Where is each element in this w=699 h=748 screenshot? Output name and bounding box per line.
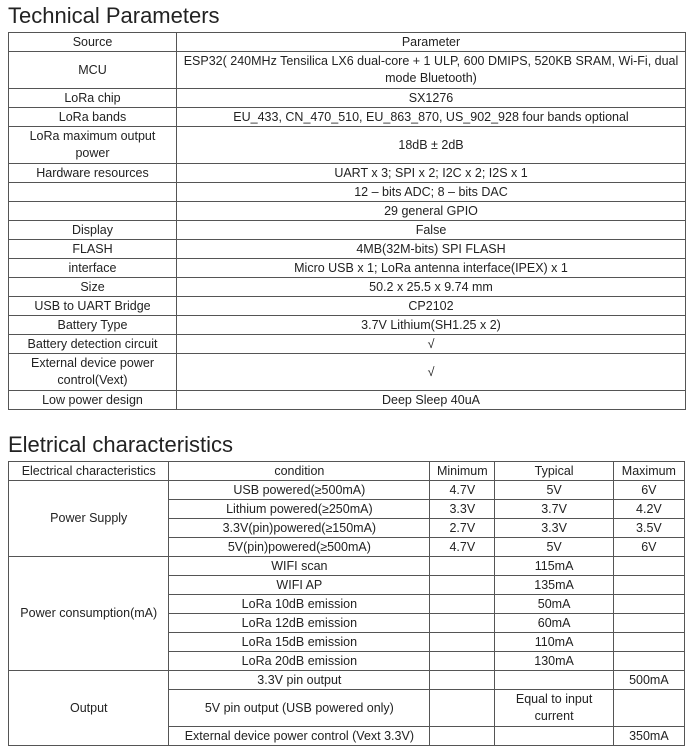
typical-cell: 50mA <box>495 595 613 614</box>
minimum-cell: 2.7V <box>430 519 495 538</box>
source-cell: LoRa bands <box>9 108 177 127</box>
typical-cell: 60mA <box>495 614 613 633</box>
parameter-cell: Deep Sleep 40uA <box>177 391 686 410</box>
maximum-header: Maximum <box>613 462 684 481</box>
parameter-cell: False <box>177 221 686 240</box>
source-cell <box>9 183 177 202</box>
maximum-cell <box>613 557 684 576</box>
table-row <box>9 127 686 164</box>
parameter-cell: EU_433, CN_470_510, EU_863_870, US_902_928 four bands optional <box>177 108 686 127</box>
parameter-cell: CP2102 <box>177 297 686 316</box>
table-row <box>9 391 686 410</box>
typical-cell: 110mA <box>495 633 613 652</box>
minimum-cell <box>430 652 495 671</box>
table-row <box>9 481 685 500</box>
minimum-cell <box>430 690 495 727</box>
maximum-cell: 350mA <box>613 727 684 746</box>
source-cell: interface <box>9 259 177 278</box>
source-cell: Size <box>9 278 177 297</box>
minimum-cell <box>430 595 495 614</box>
maximum-cell <box>613 614 684 633</box>
table-row <box>9 297 686 316</box>
table-row <box>9 52 686 89</box>
table-row <box>9 89 686 108</box>
typical-cell: 3.3V <box>495 519 613 538</box>
condition-cell: WIFI AP <box>169 576 430 595</box>
maximum-cell <box>613 652 684 671</box>
typical-cell: 3.7V <box>495 500 613 519</box>
condition-cell: 3.3V pin output <box>169 671 430 690</box>
electrical-characteristics-table <box>8 461 685 746</box>
condition-cell: 5V pin output (USB powered only) <box>169 690 430 727</box>
source-cell <box>9 202 177 221</box>
typical-cell: 5V <box>495 538 613 557</box>
source-cell: Battery Type <box>9 316 177 335</box>
parameter-cell: 3.7V Lithium(SH1.25 x 2) <box>177 316 686 335</box>
table-row <box>9 671 685 690</box>
minimum-cell <box>430 671 495 690</box>
source-cell: USB to UART Bridge <box>9 297 177 316</box>
source-cell: LoRa chip <box>9 89 177 108</box>
condition-cell: Lithium powered(≥250mA) <box>169 500 430 519</box>
table-row <box>9 354 686 391</box>
source-cell: LoRa maximum output power <box>9 127 177 164</box>
condition-header: condition <box>169 462 430 481</box>
maximum-cell: 4.2V <box>613 500 684 519</box>
table-row <box>9 278 686 297</box>
table-row <box>9 183 686 202</box>
group-label-cell: Output <box>9 671 169 746</box>
table-row <box>9 335 686 354</box>
table-row <box>9 221 686 240</box>
table-row <box>9 557 685 576</box>
table-row <box>9 202 686 221</box>
typical-cell: Equal to input current <box>495 690 613 727</box>
typical-cell <box>495 671 613 690</box>
parameter-cell: UART x 3; SPI x 2; I2C x 2; I2S x 1 <box>177 164 686 183</box>
table-header-row <box>9 462 685 481</box>
table-row <box>9 316 686 335</box>
maximum-cell <box>613 595 684 614</box>
technical-parameters-table <box>8 32 686 410</box>
table-row <box>9 259 686 278</box>
parameter-cell: 12 – bits ADC; 8 – bits DAC <box>177 183 686 202</box>
parameter-cell: 29 general GPIO <box>177 202 686 221</box>
condition-cell: LoRa 12dB emission <box>169 614 430 633</box>
table-row <box>9 240 686 259</box>
maximum-cell: 500mA <box>613 671 684 690</box>
maximum-cell: 3.5V <box>613 519 684 538</box>
minimum-cell <box>430 614 495 633</box>
condition-cell: LoRa 15dB emission <box>169 633 430 652</box>
typical-cell: 130mA <box>495 652 613 671</box>
parameter-cell: Micro USB x 1; LoRa antenna interface(IPEX) x 1 <box>177 259 686 278</box>
source-cell: MCU <box>9 52 177 89</box>
characteristic-header: Electrical characteristics <box>9 462 169 481</box>
source-cell: Display <box>9 221 177 240</box>
maximum-cell: 6V <box>613 538 684 557</box>
typical-cell: 135mA <box>495 576 613 595</box>
minimum-header: Minimum <box>430 462 495 481</box>
parameter-cell: 4MB(32M-bits) SPI FLASH <box>177 240 686 259</box>
group-label-cell: Power Supply <box>9 481 169 557</box>
parameter-cell: √ <box>177 335 686 354</box>
table-row <box>9 108 686 127</box>
group-label-cell: Power consumption(mA) <box>9 557 169 671</box>
minimum-cell <box>430 557 495 576</box>
minimum-cell: 4.7V <box>430 481 495 500</box>
typical-cell <box>495 727 613 746</box>
minimum-cell: 4.7V <box>430 538 495 557</box>
typical-header: Typical <box>495 462 613 481</box>
typical-cell: 115mA <box>495 557 613 576</box>
source-cell: FLASH <box>9 240 177 259</box>
minimum-cell <box>430 727 495 746</box>
table-header-row <box>9 33 686 52</box>
typical-cell: 5V <box>495 481 613 500</box>
condition-cell: USB powered(≥500mA) <box>169 481 430 500</box>
condition-cell: LoRa 20dB emission <box>169 652 430 671</box>
minimum-cell: 3.3V <box>430 500 495 519</box>
maximum-cell <box>613 633 684 652</box>
condition-cell: WIFI scan <box>169 557 430 576</box>
minimum-cell <box>430 633 495 652</box>
condition-cell: LoRa 10dB emission <box>169 595 430 614</box>
maximum-cell <box>613 690 684 727</box>
parameter-cell: ESP32( 240MHz Tensilica LX6 dual-core + 1 ULP, 600 DMIPS, 520KB SRAM, Wi-Fi, dual mode Bluetooth) <box>177 52 686 89</box>
source-cell: Battery detection circuit <box>9 335 177 354</box>
maximum-cell <box>613 576 684 595</box>
electrical-characteristics-title: Eletrical characteristics <box>8 432 233 457</box>
parameter-cell: SX1276 <box>177 89 686 108</box>
source-cell: Hardware resources <box>9 164 177 183</box>
maximum-cell: 6V <box>613 481 684 500</box>
source-cell: External device power control(Vext) <box>9 354 177 391</box>
technical-parameters-title: Technical Parameters <box>8 3 220 28</box>
source-cell: Low power design <box>9 391 177 410</box>
minimum-cell <box>430 576 495 595</box>
condition-cell: 3.3V(pin)powered(≥150mA) <box>169 519 430 538</box>
parameter-cell: √ <box>177 354 686 391</box>
source-header: Source <box>9 33 177 52</box>
condition-cell: External device power control (Vext 3.3V) <box>169 727 430 746</box>
condition-cell: 5V(pin)powered(≥500mA) <box>169 538 430 557</box>
parameter-cell: 50.2 x 25.5 x 9.74 mm <box>177 278 686 297</box>
parameter-header: Parameter <box>177 33 686 52</box>
table-row <box>9 164 686 183</box>
parameter-cell: 18dB ± 2dB <box>177 127 686 164</box>
